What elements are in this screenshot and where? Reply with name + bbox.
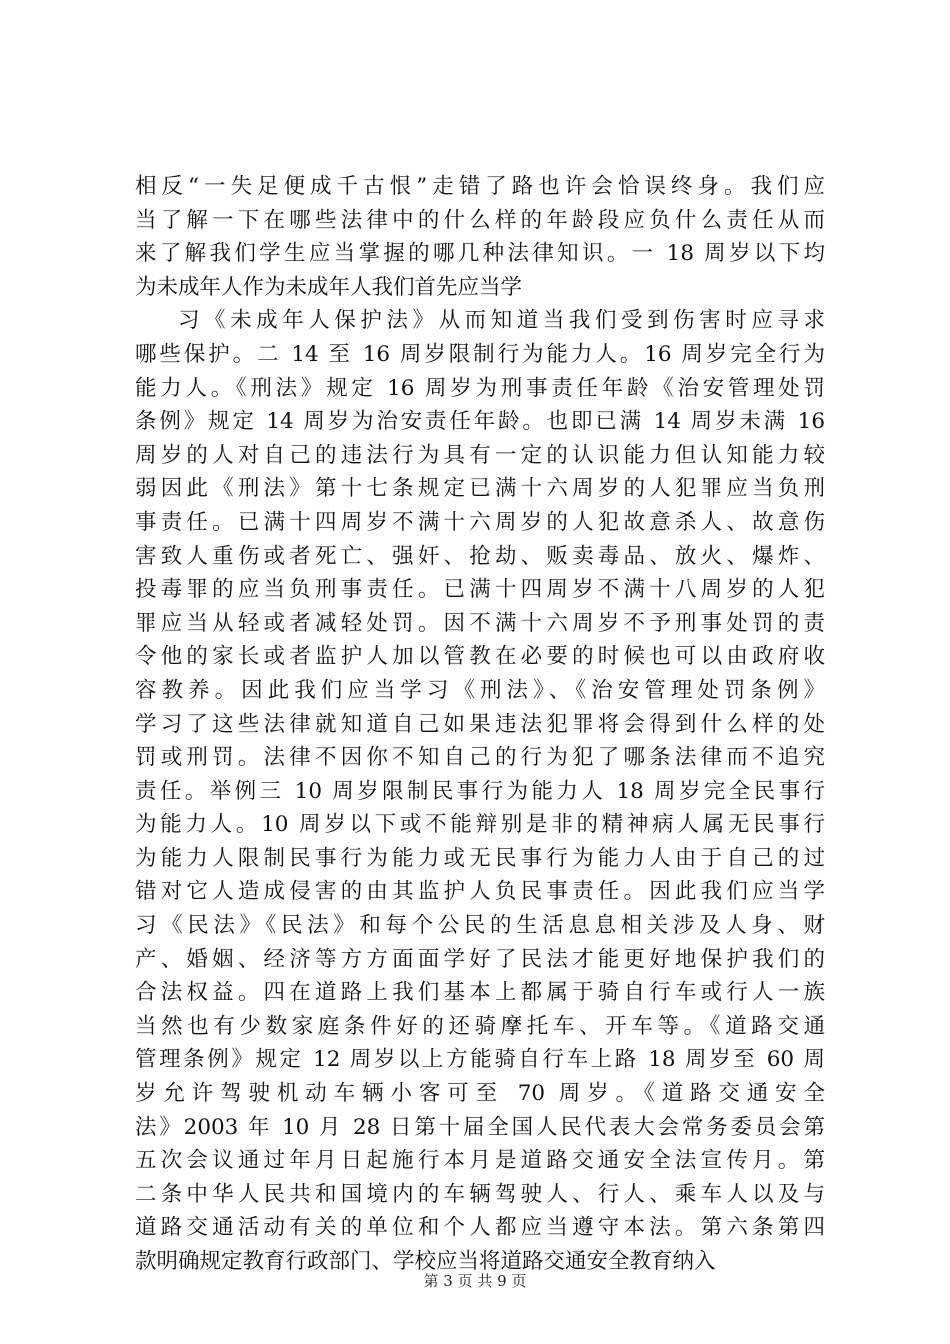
text-line: 五次会议通过年月日起施行本月是道路交通安全法宣传月。第	[135, 1148, 825, 1174]
text-line: 为能力人。10 周岁以下或不能辩别是非的精神病人属无民事行	[135, 812, 825, 838]
text-line: 责任。举例三 10 周岁限制民事行为能力人 18 周岁完全民事行	[135, 778, 825, 804]
text-line: 产、婚姻、经济等方方面面学好了民法才能更好地保护我们的	[135, 946, 825, 972]
text-line: 害致人重伤或者死亡、强奸、抢劫、贩卖毒品、放火、爆炸、	[135, 543, 825, 569]
text-line: 当了解一下在哪些法律中的什么样的年龄段应负什么责任从而	[135, 207, 825, 233]
text-line: 相反“一失足便成千古恨”走错了路也许会恰误终身。我们应	[135, 174, 825, 199]
body-text	[135, 170, 825, 1279]
text-line: 二条中华人民共和国境内的车辆驾驶人、行人、乘车人以及与	[135, 1181, 825, 1207]
paragraph	[135, 304, 825, 1278]
text-line: 事责任。已满十四周岁不满十六周岁的人犯故意杀人、故意伤	[135, 509, 825, 535]
text-line: 来了解我们学生应当掌握的哪几种法律知识。一 18 周岁以下均	[135, 241, 825, 267]
text-line: 岁允许驾驶机动车辆小客可至 70 周岁。《道路交通安全	[135, 1081, 825, 1107]
text-line: 为未成年人作为未成年人我们首先应当学	[135, 274, 523, 300]
text-line: 错对它人造成侵害的由其监护人负民事责任。因此我们应当学	[135, 879, 825, 905]
text-line: 道路交通活动有关的单位和个人都应当遵守本法。第六条第四	[135, 1215, 825, 1241]
text-line: 当然也有少数家庭条件好的还骑摩托车、开车等。《道路交通	[135, 1013, 825, 1039]
text-line: 为能力人限制民事行为能力或无民事行为能力人由于自己的过	[135, 845, 825, 871]
text-line: 习《未成年人保护法》从而知道当我们受到伤害时应寻求	[178, 308, 825, 334]
paragraph	[135, 170, 825, 304]
text-line: 弱因此《刑法》第十七条规定已满十六周岁的人犯罪应当负刑	[135, 476, 825, 502]
page-number-footer: 第 3 页 共 9 页	[423, 1272, 527, 1290]
text-line: 容教养。因此我们应当学习《刑法》、《治安管理处罚条例》	[135, 677, 825, 703]
text-line: 能力人。《刑法》规定 16 周岁为刑事责任年龄《治安管理处罚	[135, 375, 825, 401]
text-line: 习《民法》《民法》和每个公民的生活息息相关涉及人身、财	[135, 913, 825, 939]
text-line: 罚或刑罚。法律不因你不知自己的行为犯了哪条法律而不追究	[135, 745, 825, 771]
text-line: 投毒罪的应当负刑事责任。已满十四周岁不满十八周岁的人犯	[135, 577, 825, 603]
text-line: 学习了这些法律就知道自己如果违法犯罪将会得到什么样的处	[135, 711, 825, 737]
text-line: 周岁的人对自己的违法行为具有一定的认识能力但认知能力较	[135, 442, 825, 468]
text-line: 条例》规定 14 周岁为治安责任年龄。也即已满 14 周岁未满 16	[135, 409, 825, 435]
text-line: 管理条例》规定 12 周岁以上方能骑自行车上路 18 周岁至 60 周	[135, 1047, 825, 1073]
text-line: 款明确规定教育行政部门、学校应当将道路交通安全教育纳入	[135, 1249, 716, 1274]
text-line: 哪些保护。二 14 至 16 周岁限制行为能力人。16 周岁完全行为	[135, 341, 825, 367]
text-line: 令他的家长或者监护人加以管教在必要的时候也可以由政府收	[135, 644, 825, 670]
text-line: 合法权益。四在道路上我们基本上都属于骑自行车或行人一族	[135, 980, 825, 1006]
text-line: 法》2003 年 10 月 28 日第十届全国人民代表大会常务委员会第	[135, 1114, 825, 1140]
text-line: 罪应当从轻或者减轻处罚。因不满十六周岁不予刑事处罚的责	[135, 610, 825, 636]
